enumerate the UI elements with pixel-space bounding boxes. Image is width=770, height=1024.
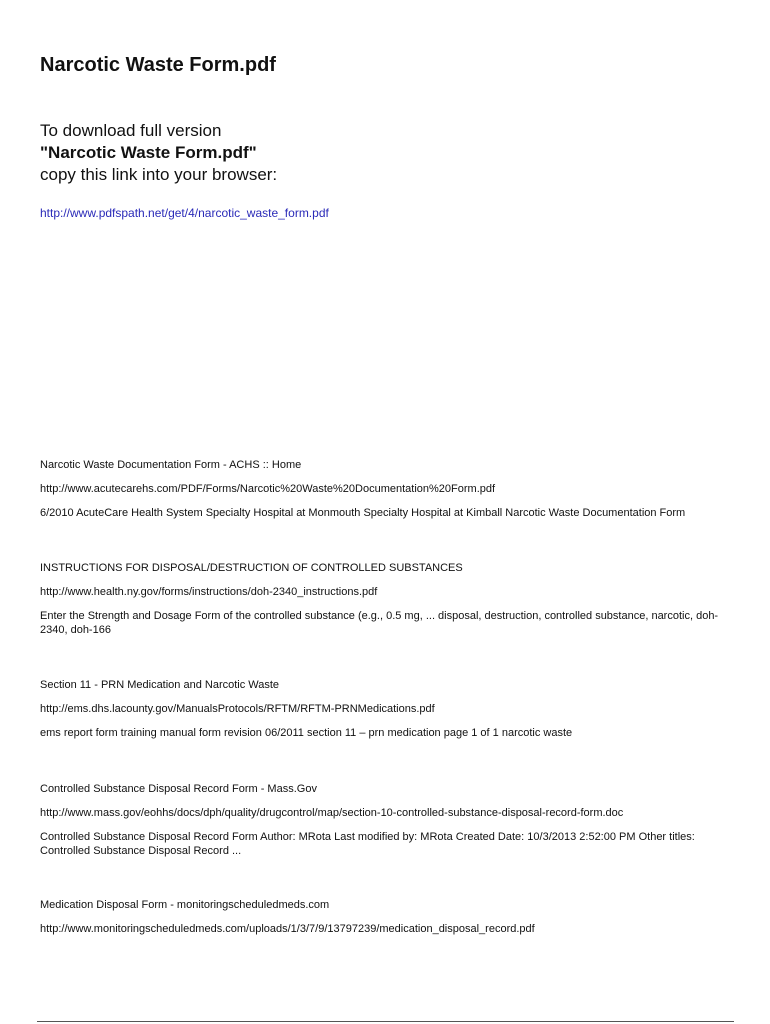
result-url[interactable]: http://ems.dhs.lacounty.gov/ManualsProtocols/RFTM/RFTM-PRNMedications.pdf — [40, 703, 435, 715]
result-title: Narcotic Waste Documentation Form - ACHS :: Home — [40, 459, 302, 471]
result-title: INSTRUCTIONS FOR DISPOSAL/DESTRUCTION OF CONTROLLED SUBSTANCES — [40, 562, 463, 574]
result-title: Controlled Substance Disposal Record Form - Mass.Gov — [40, 783, 317, 795]
download-line-1: To download full version — [40, 121, 222, 140]
result-item-5 — [40, 898, 740, 936]
result-title: Medication Disposal Form - monitoringscheduledmeds.com — [40, 899, 330, 911]
result-item-3 — [40, 678, 740, 740]
download-link[interactable]: http://www.pdfspath.net/get/4/narcotic_waste_form.pdf — [40, 206, 329, 220]
page-title: Narcotic Waste Form.pdf — [40, 54, 276, 76]
result-description: 6/2010 AcuteCare Health System Specialty Hospital at Monmouth Specialty Hospital at Kimball Narcotic Waste Documentation Form — [40, 507, 686, 519]
result-description: Controlled Substance Disposal Record Form Author: MRota Last modified by: MRota Created Date: 10/3/2013 2:52:00 PM Other titles: Controlled Substance Disposal Record ... — [40, 831, 695, 857]
result-description: Enter the Strength and Dosage Form of the controlled substance (e.g., 0.5 mg, ... disposal, destruction, controlled substance, narcotic, doh-2340, doh-166 — [40, 610, 719, 636]
result-item-4 — [40, 782, 740, 858]
footer-divider — [37, 1021, 734, 1022]
result-url[interactable]: http://www.mass.gov/eohhs/docs/dph/quality/drugcontrol/map/section-10-controlled-substance-disposal-record-form.doc — [40, 807, 624, 819]
result-url[interactable]: http://www.acutecarehs.com/PDF/Forms/Narcotic%20Waste%20Documentation%20Form.pdf — [40, 483, 496, 495]
download-instructions — [40, 120, 277, 186]
result-title: Section 11 - PRN Medication and Narcotic Waste — [40, 679, 280, 691]
download-filename: "Narcotic Waste Form.pdf" — [40, 143, 257, 162]
download-line-3: copy this link into your browser: — [40, 165, 278, 184]
result-item-1 — [40, 458, 740, 520]
result-item-2 — [40, 561, 740, 637]
result-url[interactable]: http://www.health.ny.gov/forms/instructions/doh-2340_instructions.pdf — [40, 586, 378, 598]
result-url[interactable]: http://www.monitoringscheduledmeds.com/uploads/1/3/7/9/13797239/medication_disposal_record.pdf — [40, 923, 535, 935]
result-description: ems report form training manual form revision 06/2011 section 11 – prn medication page 1 of 1 narcotic waste — [40, 727, 573, 739]
